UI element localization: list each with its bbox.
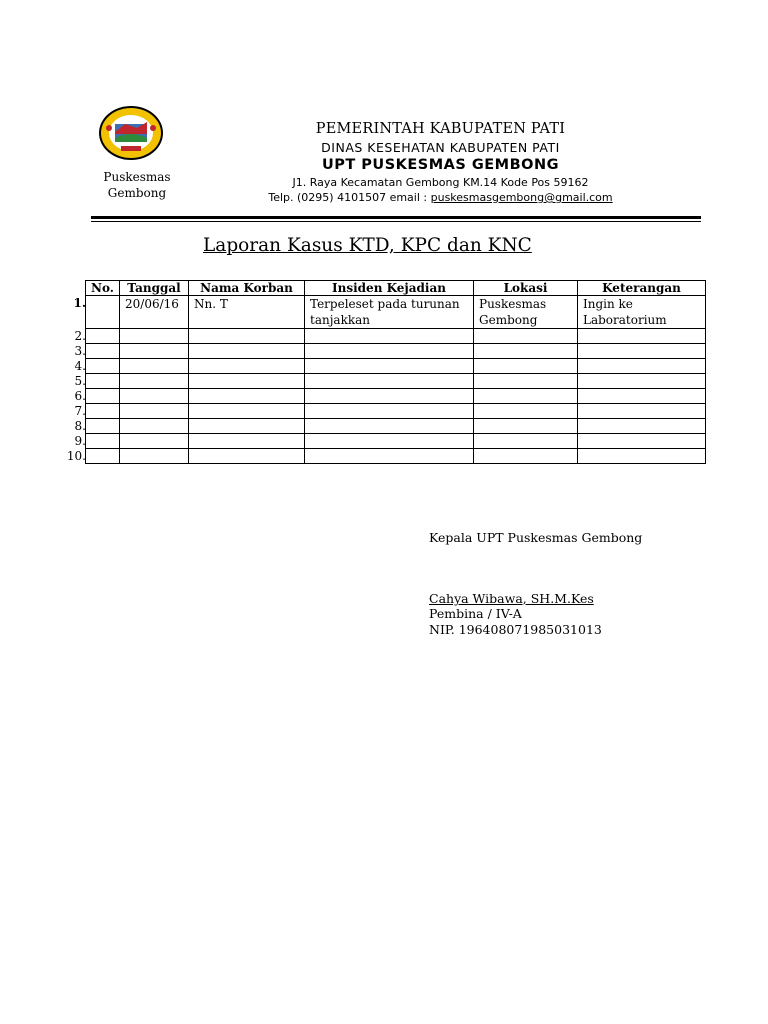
table-cell xyxy=(189,419,305,434)
email-link[interactable]: puskesmasgembong@gmail.com xyxy=(430,191,613,204)
table-cell xyxy=(305,329,474,344)
table-cell xyxy=(305,419,474,434)
contact-line xyxy=(248,190,633,205)
table-cell xyxy=(305,449,474,464)
header-divider-thick xyxy=(91,216,701,219)
table-row xyxy=(86,329,706,344)
table-cell xyxy=(189,404,305,419)
signature-rank: Pembina / IV-A xyxy=(429,606,522,621)
table-cell xyxy=(86,449,120,464)
column-header-keterangan: Keterangan xyxy=(578,281,706,296)
table-cell xyxy=(578,419,706,434)
table-cell xyxy=(474,329,578,344)
table-cell xyxy=(474,389,578,404)
kabupaten-pati-logo-icon xyxy=(97,104,165,162)
table-cell xyxy=(305,434,474,449)
cell-tanggal: 20/06/16 xyxy=(120,296,189,329)
row-number-label: 10. xyxy=(66,449,86,463)
table-cell xyxy=(474,419,578,434)
row-number-label: 9. xyxy=(74,434,86,448)
table-cell xyxy=(86,359,120,374)
table-header-row xyxy=(86,281,706,296)
table-row xyxy=(86,374,706,389)
table-cell xyxy=(305,374,474,389)
signature-role: Kepala UPT Puskesmas Gembong xyxy=(429,530,643,545)
table-cell xyxy=(86,389,120,404)
table-cell xyxy=(86,329,120,344)
table-cell xyxy=(474,374,578,389)
table-cell xyxy=(120,419,189,434)
logo-caption-line1: Puskesmas xyxy=(103,170,171,184)
table-cell xyxy=(86,374,120,389)
table-row xyxy=(86,449,706,464)
table-cell xyxy=(305,389,474,404)
table-cell xyxy=(86,344,120,359)
table-cell xyxy=(474,404,578,419)
table-cell xyxy=(305,404,474,419)
row-number-label: 4. xyxy=(74,359,86,373)
table-cell xyxy=(120,374,189,389)
logo-caption xyxy=(92,169,182,201)
table-row xyxy=(86,434,706,449)
table-row xyxy=(86,404,706,419)
table-cell xyxy=(305,344,474,359)
row-number-label: 2. xyxy=(74,329,86,343)
table-cell xyxy=(578,404,706,419)
document-title: Laporan Kasus KTD, KPC dan KNC xyxy=(203,235,532,256)
row-number-label: 1. xyxy=(73,296,86,310)
table-cell xyxy=(120,389,189,404)
table-row xyxy=(86,344,706,359)
table-cell xyxy=(474,449,578,464)
table-cell xyxy=(578,359,706,374)
table-cell xyxy=(189,344,305,359)
table-row xyxy=(86,389,706,404)
table-cell xyxy=(189,389,305,404)
table-cell xyxy=(305,359,474,374)
cell-insiden: Terpeleset pada turunan tanjakkan xyxy=(305,296,474,329)
table-cell xyxy=(578,434,706,449)
phone-text: Telp. (0295) 4101507 email : xyxy=(268,191,431,204)
table-cell xyxy=(86,404,120,419)
table-cell xyxy=(120,449,189,464)
row-number-label: 7. xyxy=(74,404,86,418)
table-cell xyxy=(189,434,305,449)
table-cell xyxy=(578,344,706,359)
table-cell xyxy=(474,434,578,449)
cell-no xyxy=(86,296,120,329)
cell-keterangan: Ingin ke Laboratorium xyxy=(578,296,706,329)
table-cell xyxy=(189,329,305,344)
table-cell xyxy=(189,374,305,389)
table-cell xyxy=(578,329,706,344)
table-cell xyxy=(86,419,120,434)
table-cell xyxy=(578,389,706,404)
table-cell xyxy=(120,359,189,374)
letterhead xyxy=(248,120,633,205)
column-header-insiden: Insiden Kejadian xyxy=(305,281,474,296)
table-cell xyxy=(578,449,706,464)
table-cell xyxy=(120,344,189,359)
column-header-no: No. xyxy=(86,281,120,296)
table-cell xyxy=(120,434,189,449)
table-row xyxy=(86,419,706,434)
department-name: DINAS KESEHATAN KABUPATEN PATI xyxy=(321,140,560,155)
row-number-label: 5. xyxy=(74,374,86,388)
row-number-label: 6. xyxy=(74,389,86,403)
incident-report-table xyxy=(85,280,706,464)
table-cell xyxy=(189,359,305,374)
table-row xyxy=(86,296,706,329)
table-cell xyxy=(86,434,120,449)
signature-nip: NIP. 196408071985031013 xyxy=(429,622,602,637)
header-divider-thin xyxy=(91,221,701,222)
table-cell xyxy=(578,374,706,389)
table-cell xyxy=(120,329,189,344)
table-row xyxy=(86,359,706,374)
address-line: J1. Raya Kecamatan Gembong KM.14 Kode Pos 59162 xyxy=(292,176,589,189)
table-cell xyxy=(120,404,189,419)
column-header-tanggal: Tanggal xyxy=(120,281,189,296)
column-header-lokasi: Lokasi xyxy=(474,281,578,296)
table-cell xyxy=(474,344,578,359)
cell-nama-korban: Nn. T xyxy=(189,296,305,329)
row-number-label: 8. xyxy=(74,419,86,433)
table-cell xyxy=(474,359,578,374)
puskesmas-name: UPT PUSKESMAS GEMBONG xyxy=(321,157,560,173)
cell-lokasi: Puskesmas Gembong xyxy=(474,296,578,329)
row-number-label: 3. xyxy=(74,344,86,358)
government-name: PEMERINTAH KABUPATEN PATI xyxy=(315,121,566,137)
logo-caption-line2: Gembong xyxy=(107,186,167,200)
signature-name: Cahya Wibawa, SH.M.Kes xyxy=(429,591,594,606)
table-cell xyxy=(189,449,305,464)
column-header-nama-korban: Nama Korban xyxy=(189,281,305,296)
